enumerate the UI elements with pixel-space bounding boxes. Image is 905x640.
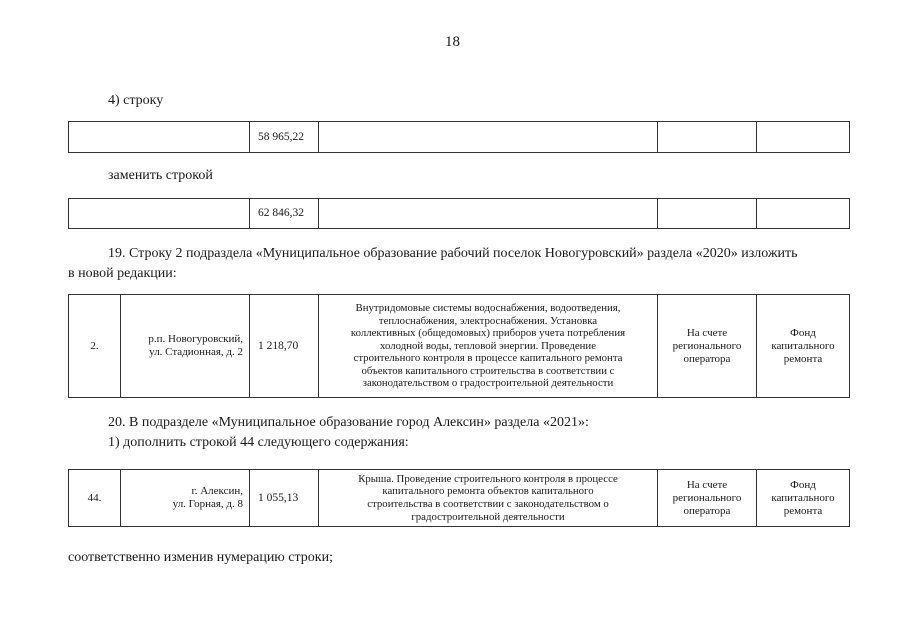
row44-address-line2: ул. Горная, д. 8 — [172, 498, 243, 510]
old-row-amount: 58 965,22 — [250, 122, 319, 153]
table-row — [69, 295, 850, 398]
row44-address-line1: г. Алексин, — [191, 485, 243, 497]
new-row-description-cell — [319, 199, 658, 229]
para19-line2: в новой редакции: — [68, 266, 177, 281]
row44-amount: 1 055,13 — [250, 470, 319, 527]
row44-number: 44. — [69, 470, 121, 527]
row2-desc-line: объектов капитального строительства в соответствии с — [361, 364, 615, 377]
row2-table — [68, 294, 850, 398]
new-row-account-cell — [658, 199, 757, 229]
row44-account — [658, 470, 757, 527]
new-row-table — [68, 198, 850, 229]
row2-fund — [757, 295, 850, 398]
row44-fund-line: ремонта — [783, 504, 823, 517]
old-row-description-cell — [319, 122, 658, 153]
row2-account-line: оператора — [683, 352, 731, 365]
row44-desc-line: градостроительной деятельности — [411, 510, 565, 523]
row2-description — [319, 295, 658, 398]
row44-account-line: регионального — [672, 491, 742, 504]
row44-fund-line: капитального — [771, 491, 835, 504]
row44-account-line: оператора — [683, 504, 731, 517]
row2-amount: 1 218,70 — [250, 295, 319, 398]
row44-desc-line: капитального ремонта объектов капитального — [382, 485, 594, 498]
row44-address — [121, 470, 250, 527]
row2-desc-line: теплоснабжения, электроснабжения. Установка — [378, 314, 598, 327]
row2-desc-line: строительного контроля в процессе капитального ремонта — [353, 352, 623, 365]
new-row-address-cell — [69, 199, 250, 229]
row2-desc-line: Внутридомовые системы водоснабжения, водоотведения, — [355, 301, 621, 314]
page-number: 18 — [445, 34, 460, 50]
row44-desc-line: Крыша. Проведение строительного контроля в процессе — [358, 472, 618, 485]
old-row-fund-cell — [757, 122, 850, 153]
row44-table — [68, 469, 850, 527]
row2-address-line1: р.п. Новогуровский, — [148, 333, 243, 345]
row44-description — [319, 470, 658, 527]
row2-fund-line: ремонта — [783, 352, 823, 365]
item4-label: 4) строку — [108, 93, 164, 108]
new-row-fund-cell — [757, 199, 850, 229]
row2-address — [121, 295, 250, 398]
row2-address-line2: ул. Стадионная, д. 2 — [149, 346, 243, 358]
old-row-address-cell — [69, 122, 250, 153]
row2-account — [658, 295, 757, 398]
row2-number: 2. — [69, 295, 121, 398]
row2-desc-line: холодной воды, тепловой энергии. Проведение — [380, 339, 596, 352]
row2-account-line: На счете — [686, 326, 728, 339]
table-row — [69, 199, 850, 229]
para20: 20. В подразделе «Муниципальное образование город Алексин» раздела «2021»: — [108, 415, 589, 430]
para19-line1: 19. Строку 2 подраздела «Муниципальное образование рабочий поселок Новогуровский» раздела «2020» изложить — [108, 246, 798, 261]
old-row-account-cell — [658, 122, 757, 153]
new-row-amount: 62 846,32 — [250, 199, 319, 229]
para20-sub1: 1) дополнить строкой 44 следующего содержания: — [108, 435, 409, 450]
row2-fund-line: капитального — [771, 339, 835, 352]
table-row — [69, 470, 850, 527]
row2-account-line: регионального — [672, 339, 742, 352]
table-row — [69, 122, 850, 153]
row2-desc-line: коллективных (общедомовых) приборов учета потребления — [350, 327, 626, 340]
old-row-table — [68, 121, 850, 153]
row2-desc-line: законодательством о градостроительной деятельности — [362, 377, 614, 390]
final-line: соответственно изменив нумерацию строки; — [68, 550, 333, 565]
row44-fund-line: Фонд — [790, 478, 816, 491]
row44-desc-line: строительства в соответствии с законодательством о — [367, 498, 609, 510]
row44-account-line: На счете — [686, 478, 728, 491]
replace-label: заменить строкой — [108, 168, 213, 183]
row44-fund — [757, 470, 850, 527]
row2-fund-line: Фонд — [790, 326, 816, 339]
